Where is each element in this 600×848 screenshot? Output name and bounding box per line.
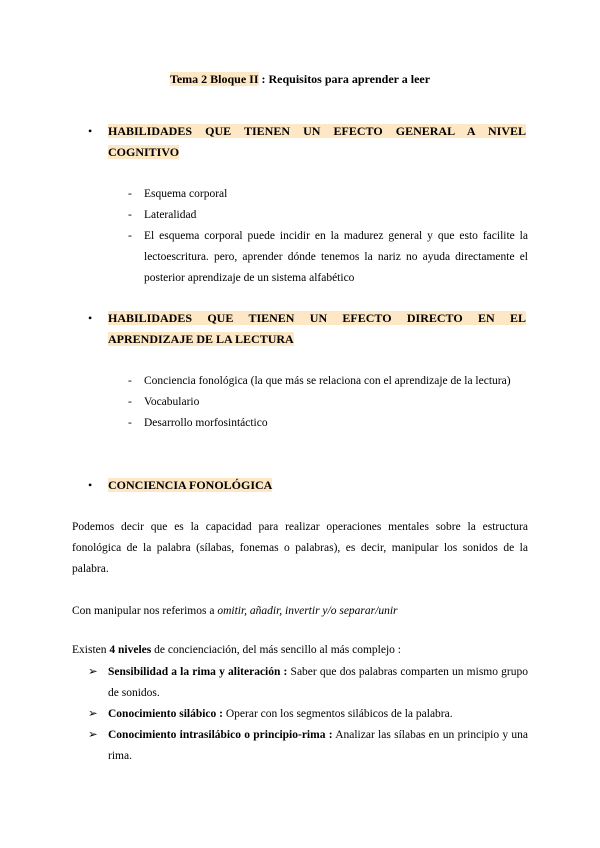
list-item: - Conciencia fonológica (la que más se relaciona con el aprendizaje de la lectura) <box>128 375 511 387</box>
bullet-icon: • <box>88 478 93 492</box>
list-item: - Esquema corporal <box>128 188 228 200</box>
list-item: - Vocabulario <box>128 396 200 408</box>
list-item: - Lateralidad <box>128 209 197 221</box>
arrow-icon: ➢ <box>88 666 98 678</box>
section1-heading: HABILIDADES QUE TIENEN UN EFECTO GENERAL A NIVEL COGNITIVO <box>108 124 526 159</box>
arrow-icon: ➢ <box>88 708 98 720</box>
levels-list <box>88 662 528 767</box>
definition-paragraph: Podemos decir que es la capacidad para realizar operaciones mentales sobre la estructura fonológica de la palabra (sílabas, fonemas o palabras), es decir, manipular los sonidos de la palabra. <box>72 521 528 575</box>
section2-heading: HABILIDADES QUE TIENEN UN EFECTO DIRECTO EN EL APRENDIZAJE DE LA LECTURA <box>108 311 526 346</box>
list-item: ➢ Conocimiento intrasilábico o principio-rima : Analizar las sílabas en un principio y una rima. <box>88 725 528 767</box>
bullet-icon: • <box>88 311 93 325</box>
bullet-icon: • <box>88 124 93 138</box>
list-item: ➢ Sensibilidad a la rima y aliteración : Saber que dos palabras comparten un mismo grupo de sonidos. <box>88 662 528 704</box>
page-title <box>0 72 600 87</box>
section1-list <box>128 184 528 289</box>
arrow-icon: ➢ <box>88 729 98 741</box>
manipular-paragraph: Con manipular nos referimos a omitir, añadir, invertir y/o separar/unir <box>72 605 398 617</box>
title-subject: : Requisitos para aprender a leer <box>258 72 431 86</box>
niveles-paragraph: Existen 4 niveles de concienciación, del más sencillo al más complejo : <box>72 644 401 656</box>
title-topic: Tema 2 Bloque II <box>169 72 259 86</box>
section3-heading: CONCIENCIA FONOLÓGICA <box>108 478 273 492</box>
list-item: ➢ Conocimiento silábico : Operar con los segmentos silábicos de la palabra. <box>88 704 528 725</box>
list-item: - Desarrollo morfosintáctico <box>128 417 268 429</box>
list-item: - El esquema corporal puede incidir en la madurez general y que esto facilite la lectoescritura. pero, aprender dónde tenemos la nariz no ayuda directamente el posterior aprendizaje de un sistema alfabético <box>128 230 528 284</box>
section2-list <box>128 371 528 434</box>
